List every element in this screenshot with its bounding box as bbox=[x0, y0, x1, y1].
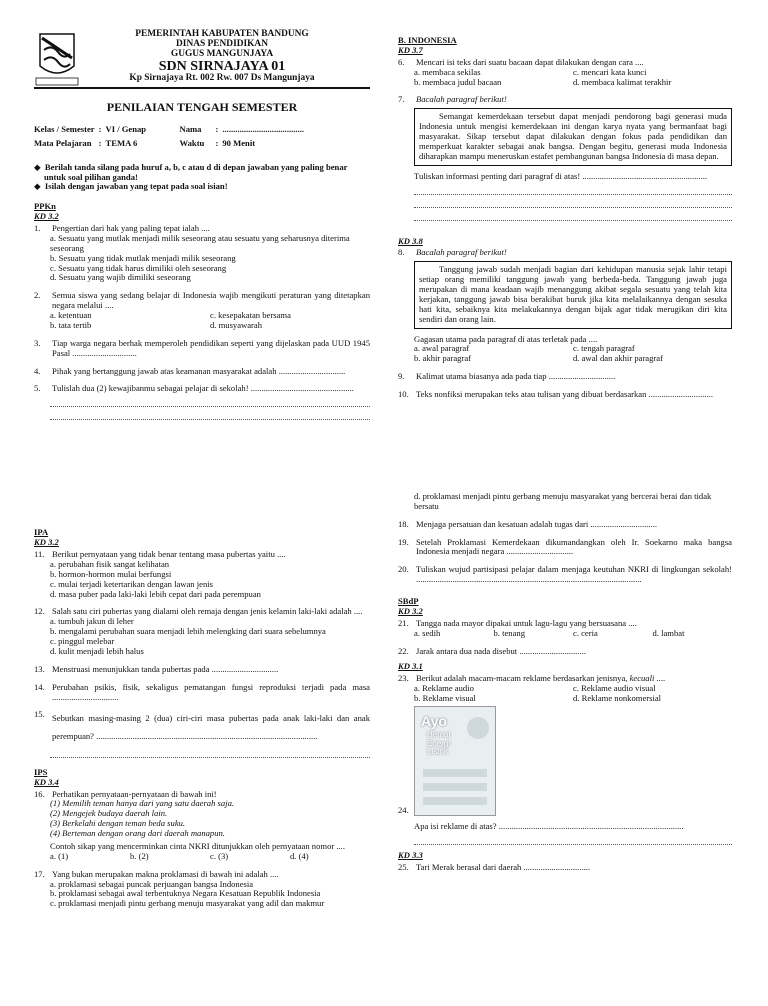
statements bbox=[50, 799, 370, 839]
question-prompt: Gagasan utama pada paragraf di atas terletak pada .... bbox=[414, 333, 598, 344]
option[interactable]: a. sedih bbox=[414, 627, 441, 638]
energy-saving-poster bbox=[414, 706, 496, 816]
question: 18. Menjaga persatuan dan kesatuan adalah tugas dari ............................... bbox=[398, 518, 658, 529]
instructions bbox=[34, 163, 370, 193]
section-title: SBdP bbox=[398, 596, 419, 606]
gov-name: PEMERINTAH KABUPATEN BANDUNG bbox=[135, 29, 309, 39]
question: 11. Berikut pernyataan yang tidak benar tentang masa pubertas yaitu .... bbox=[34, 549, 286, 560]
question: 21. Tangga nada mayor dipakai untuk lagu-lagu yang bersuasana .... bbox=[398, 617, 637, 628]
section-title: IPS bbox=[34, 766, 48, 777]
option[interactable]: d. kulit menjadi lebih halus bbox=[50, 645, 144, 656]
question: 19. Setelah Proklamasi Kemerdekaan dikumandangkan oleh Ir. Soekarno maka bangsa Indonesia menjadi negara ............................... bbox=[398, 536, 732, 557]
option[interactable]: b. (2) bbox=[130, 850, 149, 861]
answer-line[interactable] bbox=[50, 745, 370, 758]
option[interactable]: a. Reklame audio bbox=[414, 683, 474, 694]
school-name: SDN SIRNAJAYA 01 bbox=[158, 58, 286, 74]
option[interactable]: c. mulai terjadi ketertarikan dengan lawan jenis bbox=[50, 578, 213, 589]
option[interactable]: c. Sesuatu yang tidak harus dimiliki oleh seseorang bbox=[50, 262, 227, 273]
letterhead-text bbox=[74, 30, 370, 84]
question-prompt: Contoh sikap yang mencerminkan cinta NKRI ditunjukkan oleh pernyataan nomor .... bbox=[50, 840, 345, 851]
option[interactable]: a. ketentuan bbox=[50, 310, 92, 321]
option[interactable]: b. membaca judul bacaan bbox=[414, 76, 502, 87]
question: 16. Perhatikan pernyataan-pernyataan di bawah ini! bbox=[34, 788, 217, 799]
question: 10. Teks nonfiksi merupakan teks atau tulisan yang dibuat berdasarkan .............................. bbox=[398, 389, 714, 399]
poster-tip-bar bbox=[423, 769, 487, 777]
question: 24. bbox=[398, 804, 409, 815]
option[interactable]: d. membaca kalimat terakhir bbox=[573, 76, 672, 87]
option[interactable]: d. Reklame nonkomersial bbox=[573, 693, 662, 703]
exam-meta: Kelas / Semester : VI / Genap Nama : ...................................... Mata Pelajaran : TEMA 6 Waktu : 90 Menit bbox=[34, 123, 308, 151]
question: 3. Tiap warga negara berhak memperoleh pendidikan seperti yang dijelaskan pada UUD 1945 Pasal .............................. bbox=[34, 337, 370, 358]
kd-label: KD 3.4 bbox=[34, 776, 59, 787]
question: 1. Pengertian dari hak yang paling tepat ialah .... bbox=[34, 223, 210, 234]
question: 17. Yang bukan merupakan makna proklamasi di bawah ini adalah .... bbox=[34, 868, 279, 879]
option[interactable]: b. tenang bbox=[493, 627, 526, 638]
question: 6. Mencari isi teks dari suatu bacaan dapat dilakukan dengan cara .... bbox=[398, 56, 644, 67]
option[interactable]: c. mencari kata kunci bbox=[573, 66, 647, 77]
option[interactable]: d. awal dan akhir paragraf bbox=[573, 353, 663, 364]
question: 15. Sebutkan masing-masing 2 (dua) ciri-ciri masa pubertas pada anak laki-laki dan anak perempuan? ....................................................................................................... bbox=[34, 709, 370, 741]
poster-line: Energi bbox=[427, 738, 451, 748]
question-prompt: Tuliskan informasi penting dari paragraf di atas! .......................................................... bbox=[414, 170, 708, 181]
left-column bbox=[34, 30, 370, 909]
answer-line[interactable] bbox=[414, 182, 732, 195]
option[interactable]: c. (3) bbox=[210, 850, 229, 861]
option[interactable]: c. Reklame audio visual bbox=[573, 683, 656, 694]
option[interactable]: a. tumbuh jakun di leher bbox=[50, 616, 134, 627]
question: 23. Berikut adalah macam-macam reklame berdasarkan jenisnya, kecuali .... bbox=[398, 673, 666, 684]
question: 25. Tari Merak berasal dari daerah ............................... bbox=[398, 861, 591, 872]
kd-label: KD 3.7 bbox=[398, 44, 423, 55]
options bbox=[50, 880, 370, 910]
question: 12. Salah satu ciri pubertas yang dialami oleh remaja dengan jenis kelamin laki-laki adalah .... bbox=[34, 606, 363, 617]
question: 20. Tuliskan wujud partisipasi pelajar dalam menjaga keutuhan NKRI di lingkungan sekolah! ......................................................................................................... bbox=[398, 564, 732, 585]
section-title: PPKn bbox=[34, 201, 56, 212]
answer-line[interactable] bbox=[414, 208, 732, 221]
options bbox=[414, 344, 732, 364]
question: 7. Bacalah paragraf berikut! bbox=[398, 94, 507, 105]
option[interactable]: b. Sesuatu yang tidak mutlak menjadi milik seseorang bbox=[50, 252, 236, 263]
waktu-value: 90 Menit bbox=[222, 137, 256, 148]
options bbox=[414, 68, 732, 88]
options bbox=[50, 852, 370, 862]
kelas-value: VI / Genap bbox=[105, 123, 147, 134]
statement: (4) Berteman dengan orang dari daerah manapun. bbox=[50, 828, 225, 839]
option[interactable]: c. tengah paragraf bbox=[573, 343, 635, 354]
poster-line: Hemat bbox=[427, 729, 451, 739]
mapel-value: TEMA 6 bbox=[105, 137, 138, 148]
agency-name: DINAS PENDIDIKAN bbox=[176, 38, 268, 49]
section-title: IPA bbox=[34, 527, 49, 538]
option[interactable]: d. lambat bbox=[652, 627, 685, 638]
question: 13. Menstruasi menunjukkan tanda pubertas pada ............................... bbox=[34, 663, 279, 674]
nama-value[interactable]: ...................................... bbox=[222, 123, 305, 134]
options bbox=[414, 492, 732, 512]
instruction-item: ◆ Isilah dengan jawaban yang tepat pada soal isian! bbox=[34, 181, 228, 192]
option[interactable]: a. membaca sekilas bbox=[414, 66, 481, 77]
poster-tip-bar bbox=[423, 783, 487, 791]
statement: (3) Berkelahi dengan teman beda suku. bbox=[50, 818, 186, 829]
cluster-name: GUGUS MANGUNJAYA bbox=[170, 48, 274, 59]
options bbox=[50, 617, 370, 657]
mapel-label: Mata Pelajaran bbox=[34, 137, 92, 148]
kd-label: KD 3.2 bbox=[34, 537, 59, 548]
options bbox=[414, 629, 732, 639]
option[interactable]: a. (1) bbox=[50, 850, 69, 861]
header-divider bbox=[34, 87, 370, 89]
option[interactable]: b. tata tertib bbox=[50, 319, 92, 330]
kd-label: KD 3.8 bbox=[398, 235, 423, 246]
options bbox=[50, 560, 370, 600]
question: 9. Kalimat utama biasanya ada pada tiap ............................... bbox=[398, 371, 616, 382]
option[interactable]: c. pinggul melebar bbox=[50, 636, 115, 647]
options bbox=[50, 234, 370, 283]
option[interactable]: c. ceria bbox=[573, 627, 598, 638]
regency-logo-icon bbox=[34, 30, 80, 90]
poster-tip-bar bbox=[423, 797, 487, 805]
statement: (1) Memilih teman hanya dari yang satu daerah saja. bbox=[50, 798, 235, 809]
question: 22. Jarak antara dua nada disebut ............................... bbox=[398, 645, 586, 656]
option[interactable]: b. akhir paragraf bbox=[414, 353, 472, 364]
school-address: Kp Sirnajaya Rt. 002 Rw. 007 Ds Mangunjaya bbox=[129, 73, 315, 84]
option[interactable]: d. Sesuatu yang wajib dimiliki seseorang bbox=[50, 272, 191, 283]
lamp-icon bbox=[467, 717, 489, 739]
kelas-label: Kelas / Semester bbox=[34, 123, 95, 134]
exam-title: PENILAIAN TENGAH SEMESTER bbox=[106, 100, 298, 115]
kd-label: KD 3.2 bbox=[34, 211, 59, 222]
option[interactable]: b. Reklame visual bbox=[414, 693, 476, 703]
poster-line: Listrik bbox=[427, 747, 448, 757]
option[interactable]: b. mengalami perubahan suara menjadi lebih melengking dari suara sebelumnya bbox=[50, 626, 326, 637]
option[interactable]: d. musyawarah bbox=[210, 319, 263, 330]
reading-passage: Tanggung jawab sudah menjadi bagian dari kehidupan manusia sejak lahir tetapi setiap orang memiliki tanggung jawab yang berbeda-beda. Tanggung jawab juga merupakan di mana keadaan wajib menanggung akibat segala sesuatu yang telah kita kerjakan, tanggung jawab bisa berakibat buruk jika kita melalaikannya dengan sesuka hati kita, sebaiknya kita melakukannya dengan bijak agar tidak merugikan diri kita sendiri dan orang lain. bbox=[414, 261, 732, 328]
option[interactable]: a. awal paragraf bbox=[414, 343, 470, 354]
option[interactable]: c. proklamasi menjadi pintu gerbang menuju masyarakat yang adil dan makmur bbox=[50, 898, 325, 909]
option[interactable]: b. hormon-hormon mulai berfungsi bbox=[50, 568, 172, 579]
option[interactable]: b. proklamasi sebagai awal terbentuknya Negara Kesatuan Republik Indonesia bbox=[50, 888, 321, 899]
options bbox=[50, 311, 370, 331]
section-title: B. INDONESIA bbox=[398, 35, 457, 45]
kd-label: KD 3.2 bbox=[398, 605, 423, 616]
option[interactable]: c. kesepakatan bersama bbox=[210, 310, 291, 321]
question-prompt: Apa isi reklame di atas? ...................................................................................... bbox=[414, 820, 684, 831]
answer-line[interactable] bbox=[414, 195, 732, 208]
question: 14. Perubahan psikis, fisik, sekaligus pematangan fungsi reproduksi terjadi pada masa ............................... bbox=[34, 681, 370, 702]
statement: (2) Mengejek budaya daerah lain. bbox=[50, 808, 168, 819]
options bbox=[414, 684, 732, 704]
option[interactable]: d. masa puber pada laki-laki lebih cepat dari pada perempuan bbox=[50, 588, 261, 599]
right-column bbox=[398, 36, 732, 872]
kd-label: KD 3.3 bbox=[398, 849, 423, 860]
nama-label: Nama bbox=[179, 123, 202, 134]
waktu-label: Waktu bbox=[179, 137, 205, 148]
answer-line[interactable] bbox=[50, 407, 370, 420]
instruction-item: ◆ Berilah tanda silang pada huruf a, b, c atau d di depan jawaban yang paling benar untuk soal pilihan ganda! bbox=[34, 161, 348, 182]
poster-title: Ayo bbox=[421, 712, 447, 729]
option[interactable]: d. proklamasi menjadi pintu gerbang menuju masyarakat yang bercerai berai dan tidak bersatu bbox=[414, 490, 712, 511]
answer-line[interactable] bbox=[50, 394, 370, 407]
answer-line[interactable] bbox=[414, 832, 732, 845]
question: 8. Bacalah paragraf berikut! bbox=[398, 247, 507, 258]
kd-label: KD 3.1 bbox=[398, 661, 423, 672]
option[interactable]: a. perubahan fisik sangat kelihatan bbox=[50, 558, 170, 569]
option[interactable]: a. Sesuatu yang mutlak menjadi milik seseorang atau sesuatu yang seharusnya diterima seseorang bbox=[50, 232, 350, 253]
reading-passage: Semangat kemerdekaan tersebut dapat menjadi pendorong bagi generasi muda Indonesia untuk mengisi kemerdekaan ini dengan karya nyata yang bermanfaat bagi masyarakat. Sikap tersebut dapat dilakukan dengan fokus pada pendidikan dan memperkuat karakter sebagai anak bangsa. Dengan begitu, generasi muda Indonesia diharapkan mampu meneruskan estafet pembangunan bangsa Indonesia di masa depan. bbox=[414, 108, 732, 165]
letterhead bbox=[34, 30, 370, 89]
question: 2. Semua siswa yang sedang belajar di Indonesia wajib mengikuti peraturan yang ditetapkan negara melalui .... bbox=[34, 290, 370, 311]
option[interactable]: d. (4) bbox=[290, 850, 309, 861]
question: 4. Pihak yang bertanggung jawab atas keamanan masyarakat adalah ............................... bbox=[34, 365, 346, 376]
option[interactable]: a. proklamasi sebagai puncak perjuangan bangsa Indonesia bbox=[50, 878, 254, 889]
question: 5. Tulislah dua (2) kewajibanmu sebagai pelajar di sekolah! ................................................ bbox=[34, 383, 354, 394]
